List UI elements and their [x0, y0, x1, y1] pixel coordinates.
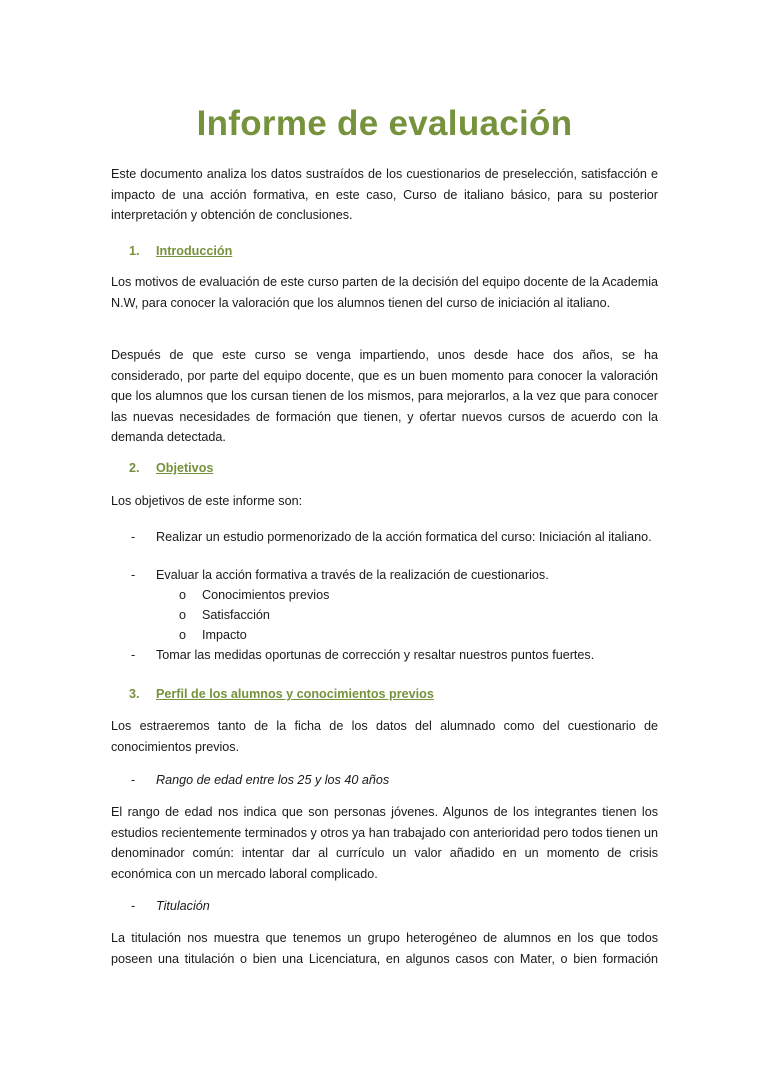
titulacion-paragraph: La titulación nos muestra que tenemos un grupo heterogéneo de alumnos en los que todos poseen una titulación o bien una Licenciatura, en algunos casos con Mater, o bien formación [111, 931, 658, 966]
topic-text: Rango de edad entre los 25 y los 40 años [156, 773, 390, 787]
edad-paragraph: El rango de edad nos indica que son personas jóvenes. Algunos de los integrantes tienen los estudios recientemente terminados y otros ya han trabajado con anterioridad pero todos tienen un denominador común: intentar dar al currículo un valor añadido en un momento de crisis económica con un mercado laboral complicado. [111, 805, 658, 881]
section-title: Perfil de los alumnos y conocimientos previos [156, 687, 434, 701]
bullet-dash: - [131, 530, 136, 544]
bullet-dash: - [131, 773, 136, 787]
introduccion-paragraph-1: Los motivos de evaluación de este curso parten de la decisión del equipo docente de la Academia N.W, para conocer la valoración que los alumnos tienen del curso de iniciación al italiano. [111, 275, 658, 310]
objective-text: Tomar las medidas oportunas de corrección y resaltar nuestros puntos fuertes. [156, 648, 595, 662]
section-number: 2. [129, 461, 140, 475]
perfil-paragraph: Los estraeremos tanto de la ficha de los datos del alumnado como del cuestionario de conocimientos previos. [111, 719, 658, 754]
bullet-dash: - [131, 568, 136, 582]
sub-bullet: o [179, 628, 187, 642]
section-heading-perfil [129, 684, 434, 704]
sub-bullet: o [179, 608, 187, 622]
objectives-lead: Los objetivos de este informe son: [111, 494, 303, 508]
bullet-dash: - [131, 648, 136, 662]
section-title: Introducción [156, 244, 233, 258]
intro-paragraph: Este documento analiza los datos sustraídos de los cuestionarios de preselección, satisfacción e impacto de una acción formativa, en este caso, Curso de italiano básico, para su posterior interpretación y obtención de conclusiones. [111, 167, 658, 222]
introduccion-paragraph-2: Después de que este curso se venga impartiendo, unos desde hace dos años, se ha considerado, por parte del equipo docente, que es un buen momento para conocer la valoración que los alumnos que los cursan tienen de los mismos, para mejorarlos, a la vez que para conocer las nuevas necesidades de formación que tienen, y ofertar nuevos cursos de acuerdo con la demanda detectada. [111, 348, 658, 444]
document-title: Informe de evaluación [196, 104, 573, 143]
sub-item-text: Conocimientos previos [202, 588, 330, 602]
bullet-dash: - [131, 899, 136, 913]
section-title: Objetivos [156, 461, 214, 475]
sub-bullet: o [179, 588, 187, 602]
topic-text: Titulación [156, 899, 210, 913]
section-number: 3. [129, 687, 140, 701]
section-number: 1. [129, 244, 140, 258]
sub-item-text: Impacto [202, 628, 247, 642]
section-heading-introduccion [129, 241, 232, 261]
sub-item-text: Satisfacción [202, 608, 270, 622]
section-heading-objetivos [129, 458, 213, 478]
objective-text: Evaluar la acción formativa a través de la realización de cuestionarios. [156, 568, 549, 582]
objective-text: Realizar un estudio pormenorizado de la acción formatica del curso: Iniciación al italiano. [156, 530, 652, 544]
